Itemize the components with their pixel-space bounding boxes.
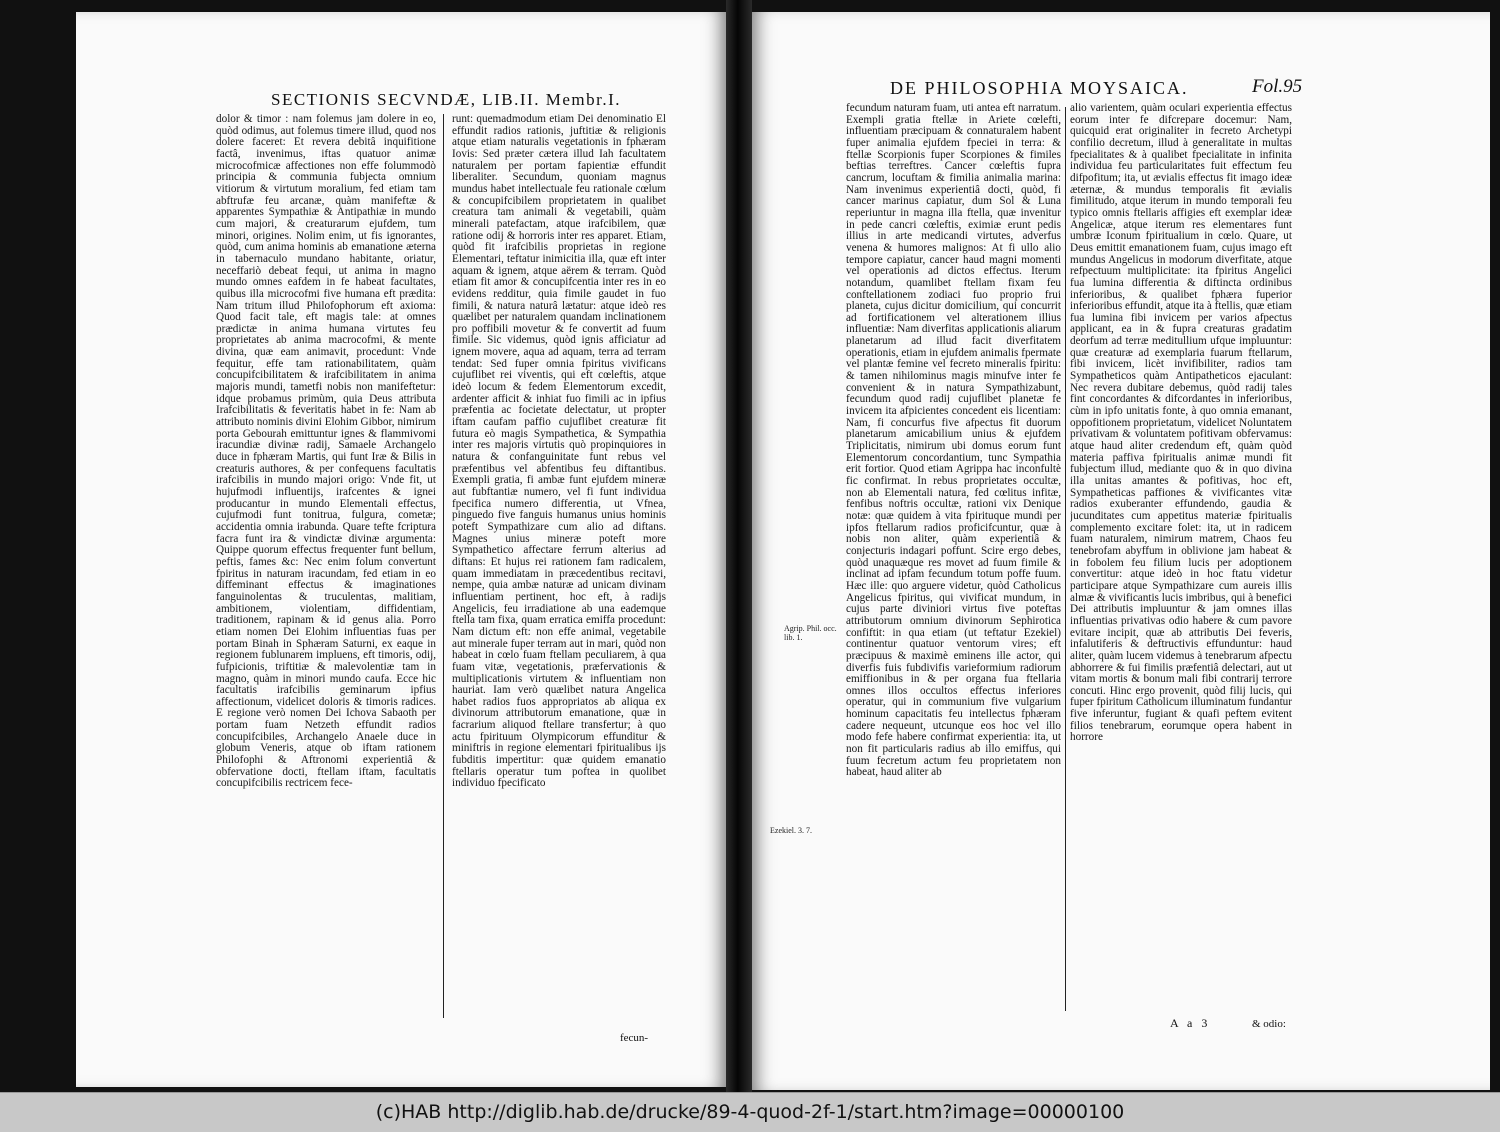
left-page	[76, 12, 726, 1087]
catchword: & odio:	[1252, 1018, 1286, 1030]
copyright-footer: (c)HAB http://diglib.hab.de/drucke/89-4-quod-2f-1/start.htm?image=00000100	[0, 1092, 1500, 1132]
right-column-2-text: alio varientem, quàm oculari experientia effectus eorum inter fe difcrepare docemur: Nam, quicquid erat originaliter in fecreto Archetypi confilio decretum, illud à generalitate in multas fpecialitates & à qualibet fpecialitate in infinita individua feu particularitates fuit effectum feu difpofitum; ita, ut ævialis effectus fit imago ideæ æternæ, & mundus temporalis fit ævialis fimilitudo, atque iterum in mundo temporali feu typico omnis ftellaris affigies eft exemplar ideæ Angelicæ, atque iterum res elementares funt umbræ Iconum fpiritualium in cœlo. Quare, ut Deus emittit emanationem fuam, cujus imago eft mundus Angelicus in modorum diverfitate, atque refpectuum multiplicitate: ita fpiritus Angelici fua lumina differentia & diftincta ordinibus inferioribus, & qualibet fphæra fuperior inferioribus effundit, atque ita à ftellis, quæ etiam fua lumina fibi invicem per varios afpectus applicant, ea in & fupra creaturas gradatim deorfum ad terræ meditullium ufque impluuntur: quæ creaturæ ad exemplaria fuarum ftellarum, fibi invicem, licèt invifibiliter, radios tam Sympatheticos quàm Antipatheticos ejaculant: Nec revera dubitare debemus, quòd radij tales fint concordantes & difcordantes in inferioribus, cùm in ipfo unitatis fonte, à quo omnia emanant, oppofitionem proprietatum, videlicet Noluntatem privativam & voluntatem pofitivam obfervamus: atque haud aliter credendum eft, quàm quòd materia paffiva fpiritualis animæ mundi fit fubjectum illud, mediante quo & in quo divina illa unitas amantes & pofitivas, hoc eft, Sympatheticas paffiones & vivificantes vitæ radios exuberanter effundendo, gaudia & jucunditates cum appetitus materiæ fpiritualis complemento excitare folet: ita, ut in radicem fuam naturalem, nimirum matrem, Chaos feu tenebrofam abyffum in oblivione jam habeat & in fobolem feu filium lucis per adoptionem convertitur: atque ideò in hoc ftatu videtur participare atque Sympathizare cum aureis illis almæ & vivificantis lucis imbribus, qui à benefici Dei attributis impluuntur & jam omnes illas influentias privativas odio habere & cum pavore evitare incipit, quæ ab attributis Dei feveris, infalutiferis & deftructivis effunduntur: haud aliter, quàm lucem videmus à tenebrarum afpectu abhorrere & fui fimilis præfentiâ delectari, aut ut vitam mortis & bonum mali fibi contrarij terrore concuti. Hinc ergo provenit, quòd filij lucis, qui fuper fpiritum Catholicum illuminatum fundantur five inferuntur, fugiant & quafi peftem evitent filios tenebrarum, eorumque opera habent in horrore	[1070, 103, 1292, 744]
right-page	[752, 12, 1490, 1090]
catchword: fecun-	[620, 1032, 649, 1044]
right-running-header: DE PHILOSOPHIA MOYSAICA.	[890, 78, 1189, 98]
left-column-2	[452, 114, 666, 1054]
right-column-2	[1070, 103, 1292, 1015]
right-column-1	[846, 103, 1061, 1015]
margin-note: Ezekiel. 3. 7.	[770, 826, 812, 835]
left-running-header: SECTIONIS SECVNDÆ, LIB.II. Membr.I.	[271, 90, 621, 109]
left-column-1-text: dolor & timor : nam folemus jam dolere in eo, quòd odimus, aut folemus timere illud, quod nos dolere faceret: Et revera debitâ inquifitione factâ, invenimus, iftas quatuor animæ microcofmicæ affectiones non effe folummodò principia & communia fubjecta omnium vitiorum & virtutum moralium, fed etiam tam abftrufæ feu arcanæ, quàm manifeftæ & apparentes Sympathiæ & Antipathiæ in mundo cum majori, & creaturarum ejufdem, tum minori, origines. Nolim enim, ut fis ignorantes, quòd, cum anima hominis ab emanatione æterna in tabernaculo mundano habitante, oriatur, neceffariò debeat fequi, ut anima in magno mundo omnes eafdem in fe habeat facultates, quibus illa microcofmi five humana eft prædita: Nam tritum illud Philofophorum eft axioma: Quod facit tale, eft magis tale: at omnes prædictæ in anima humana virtutes feu proprietates ab anima macrocofmi, & mente divina, quæ eam animavit, procedunt: Vnde fequitur, effe tam rationabilitatem, quàm concupifcibilitatem & irafcibilitatem in anima majoris mundi, tametfi nobis non manifeftetur: idque probamus primùm, quia Deus attributa Irafcibilitatis & feveritatis habet in fe: Nam ab attributo nominis divini Elohim Gibbor, nimirum porta Gebourah emittuntur ignes & flammivomi iracundiæ divinæ radij, Samaele Archangelo duce in fphæram Martis, qui funt Iræ & Bilis in creaturis authores, & per confequens facultatis irafcibilis in mundo majori origo: Vnde fit, ut hujufmodi influentijs, irafcentes & ignei producantur in mundo Elementali effectus, cujufmodi funt tonitrua, fulgura, cometæ; accidentia omnia irabunda. Quare tefte fcriptura facra funt ira & vindictæ divinæ argumenta: Quippe quorum effectus frequenter funt bellum, peftis, fames &c: Nec enim folum convertunt fpiritus in naturam iracundam, fed etiam in eo diffeminant effectus & imaginationes fanguinolentas & truculentas, malitiam, ambitionem, violentiam, diffidentiam, traditionem, rapinam & id genus alia. Porro etiam nomen Dei Elohim influentias fuas per portam Binah in Sphæram Saturni, ex eaque in regionem fublunarem impluens, eft timoris, odij, fufpicionis, triftitiæ & malevolentiæ tam in magno, quàm in minori mundo caufa. Ecce hic facultatis irafcibilis geminarum ipfius affectionum, videlicet doloris & timoris radices. E regione verò nomen Dei Ichova Sabaoth per portam fuam Netzeth effundit radios concupifcibiles, Archangelo Anaele duce in globum Veneris, atque ob iftam rationem Philofophi & Aftronomi experientiâ & obfervatione docti, ftellam iftam, facultatis concupifcibilis rectricem fece-	[216, 114, 436, 790]
folio-number: Fol.95	[1252, 76, 1303, 97]
book-gutter	[726, 0, 752, 1092]
column-divider	[1065, 107, 1066, 1011]
left-column-1	[216, 114, 436, 1054]
right-column-1-text: fecundum naturam fuam, uti antea eft narratum. Exempli gratia ftellæ in Ariete cœlefti, influentiam præcipuam & connaturalem habent fuper animalia ejufdem fpeciei in terra: & ftellæ Scorpionis fuper Scorpiones & fimiles beftias terreftres. Cancer cœleftis fupra cancrum, locuftam & fimilia animalia marina: Nam invenimus experientiâ docti, quòd, fi cancer marinus capiatur, dum Sol & Luna reperiuntur in magna illa ftella, quæ invenitur in pede cancri cœleftis, eximiæ erunt pedis illius in arte medicandi virtutes, adverfus venena & humores malignos: At fi ullo alio tempore capiatur, cancer haud magni momenti vel operationis ad dictos effectus. Iterum notandum, quamlibet ftellam fixam feu conftellationem zodiaci fuo proprio frui planeta, cujus dicitur domicilium, qui concurrit ad fortificationem vel alterationem illius influentiæ: Nam diverfitas applicationis aliarum planetarum ad illud facit diverfitatem operationis, etiam in ejufdem animalis fpermate vel plantæ femine vel fecreto mineralis fpiritu: & tamen nihilominus magis minufve inter fe convenient & in natura Sympathizabunt, fecundum quod radij cujuflibet planetæ fe invicem ita afpicientes concedent eis licentiam: Nam, fi concurfus five afpectus fit duorum planetarum amicabilium unius & ejufdem Triplicitatis, nimirum ubi domus eorum funt Elementorum concordantium, tunc Sympathia erit fortior. Quod etiam Agrippa hac inconfultè fic confirmat. In rebus proprietates occultæ, non ab Elementali natura, fed cœlitus infitæ, fenfibus noftris occultæ, rationi vix Denique notæ: quæ quidem à vita fpirituque mundi per ipfos ftellarum radios proficifcuntur, quæ à nobis non aliter, quàm experientiâ & conjecturis indagari poffunt. Scire ergo debes, quòd unaquæque res movet ad fuum fimile & inclinat ad ipfam fecundum totum poffe fuum. Hæc ille: quo arguere videtur, quòd Catholicus Angelicus fpiritus, qui vivificat mundum, in cujus parte diviniori virtus five poteftas attributorum omnium divinorum Sephirotica confiftit: in qua etiam (ut teftatur Ezekiel) continentur quatuor ventorum vires; eft præcipuus & maximè eminens ille actor, qui diverfis fuis fubdivifis varieformium radiorum emiffionibus in & per organa fua ftellaria omnes illos occultos effectus inferiores operatur, qui in communium five vulgarium hominum capacitatis feu intellectus fphæram cadere nequeunt, utcunque eos hoc vel illo modo fefe habere confirmat experientia: ita, ut non fit particularis radius ab illo emiffus, qui fuum fecretum actum feu proprietatem non habeat, haud aliter ab	[846, 103, 1061, 779]
left-column-2-text: runt: quemadmodum etiam Dei denominatio El effundit radios rationis, juftitiæ & religionis atque etiam naturalis vegetationis in fphæram Iovis: Sed præter cætera illud Iah facultatem naturalem per portam fapientiæ effundit liberaliter. Secundum, quoniam magnus mundus habet intellectuale feu rationale cœlum & concupifcibilem proprietatem in qualibet creatura tam animali & vegetabili, quàm minerali patefactam, atque irafcibilem, quæ ratione odij & horroris inter res apparet. Etiam, quòd fit irafcibilis proprietas in regione Elementari, teftatur inimicitia illa, quæ eft inter aquam & ignem, atque aërem & terram. Quòd etiam fit amor & concupifcentia inter res in eo evidens redditur, quia fimile gaudet in fuo fimili, & natura naturâ lætatur: atque ideò res quælibet per naturalem quandam inclinationem pro poffibili movetur & fe convertit ad fuum fimile. Sic videmus, quòd ignis afficiatur ad ignem movere, aqua ad aquam, terra ad terram tendat: Sed fuper omnia fpiritus vivificans cujuflibet rei viventis, qui eft cœleftis, atque ideò locum & fedem Elementorum excedit, ardenter afficit & inhiat fuo fimili ac in ipfius præfentia ac focietate delectatur, ut propter iftam caufam paffio cujuflibet creaturæ fit futura eò magis Sympathetica, & Sympathia inter res majoris virtutis quò propinquiores in natura & confanguinitate funt rebus vel præfentibus vel abfentibus feu diftantibus. Exempli gratia, fi ambæ funt ejufdem mineræ aut fubftantiæ numero, vel fi funt individua fpecifica numero differentia, ut Vfnea, pinguedo five fanguis humanus unius hominis poteft Sympathizare cum alio ad diftans. Magnes unius mineræ poteft more Sympathetico affectare ferrum alterius ad diftans: Et hujus rei rationem fam radicalem, quam immediatam in præcedentibus recitavi, nempe, quia ambæ naturæ ad unicam divinam influentiam pertinent, hoc eft, à radijs Angelicis, feu irradiatione ab una eademque ftella tam fixa, quam erratica emiffa procedunt: Nam dictum eft: non effe animal, vegetabile aut minerale fuper terram aut in mari, quòd non habeat in cœlo fuam ftellam peculiarem, à qua fuam vitæ, vegetationis, præfervationis & multiplicationis virtutem & influentiam non hauriat. Iam verò quælibet natura Angelica habet radios fuos appropriatos ab aliqua ex divinorum attributorum emanatione, quæ in facrarium aliquod ftellare transfertur; à quo actu fpirituum Olympicorum effunditur & miniftris in regione elementari fpiritualibus ijs fubditis impertitur: quæ quidem emanatio ftellaris operatur tum poftea in quolibet individuo fpecificato	[452, 114, 666, 790]
signature-mark: A a 3	[1170, 1016, 1211, 1030]
margin-note: Agrip. Phil. occ. lib. 1.	[784, 624, 837, 642]
column-divider	[443, 114, 444, 1018]
